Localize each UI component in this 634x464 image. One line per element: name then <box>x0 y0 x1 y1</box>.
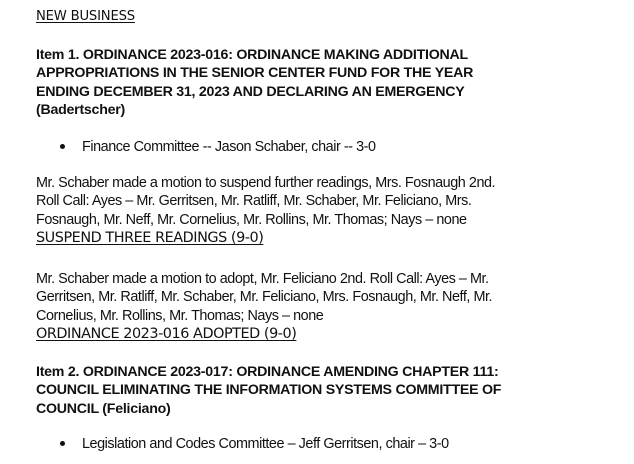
item2-title-line: COUNCIL ELIMINATING THE INFORMATION SYSTEMS COMMITTEE OF <box>36 382 502 399</box>
motion-line: Mr. Schaber made a motion to adopt, Mr. Feliciano 2nd. Roll Call: Ayes – Mr. <box>36 271 489 287</box>
motion-line: Cornelius, Mr. Rollins, Mr. Thomas; Nays – none <box>36 307 324 324</box>
motion-line: Roll Call: Ayes – Mr. Gerritsen, Mr. Ratliff, Mr. Schaber, Mr. Feliciano, Mrs. <box>36 193 472 210</box>
item2-committee <box>60 436 449 452</box>
item1-motion2 <box>36 270 492 343</box>
item1-title-line: APPROPRIATIONS IN THE SENIOR CENTER FUND FOR THE YEAR <box>36 65 474 82</box>
section-heading <box>36 8 135 26</box>
item1-title-line: Item 1. ORDINANCE 2023-016: ORDINANCE MAKING ADDITIONAL <box>36 47 468 63</box>
item1-title-line: (Badertscher) <box>36 101 125 118</box>
motion-line: Fosnaugh, Mr. Neff, Mr. Cornelius, Mr. Rollins, Mr. Thomas; Nays – none <box>36 211 467 228</box>
new-business-heading: NEW BUSINESS <box>36 9 135 24</box>
item1-title-line: ENDING DECEMBER 31, 2023 AND DECLARING AN EMERGENCY <box>36 83 465 100</box>
item2-title <box>36 363 501 418</box>
motion-line: Gerritsen, Mr. Ratliff, Mr. Schaber, Mr. Feliciano, Mrs. Fosnaugh, Mr. Neff, Mr. <box>36 289 493 306</box>
item2-title-line: COUNCIL (Feliciano) <box>36 400 171 417</box>
item1-title <box>36 46 473 119</box>
result-ordinance-adopted: ORDINANCE 2023-016 ADOPTED (9-0) <box>36 325 297 342</box>
committee-text: Legislation and Codes Committee – Jeff Gerritsen, chair – 3-0 <box>82 436 449 452</box>
bullet-icon <box>60 144 65 149</box>
item1-motion1 <box>36 174 495 247</box>
motion-line: Mr. Schaber made a motion to suspend further readings, Mrs. Fosnaugh 2nd. <box>36 175 496 191</box>
item1-committee <box>60 139 376 155</box>
item2-title-line: Item 2. ORDINANCE 2023-017: ORDINANCE AMENDING CHAPTER 111: <box>36 364 499 380</box>
bullet-icon <box>60 441 65 446</box>
committee-text: Finance Committee -- Jason Schaber, chair -- 3-0 <box>82 139 376 155</box>
result-suspend-readings: SUSPEND THREE READINGS (9-0) <box>36 229 264 246</box>
